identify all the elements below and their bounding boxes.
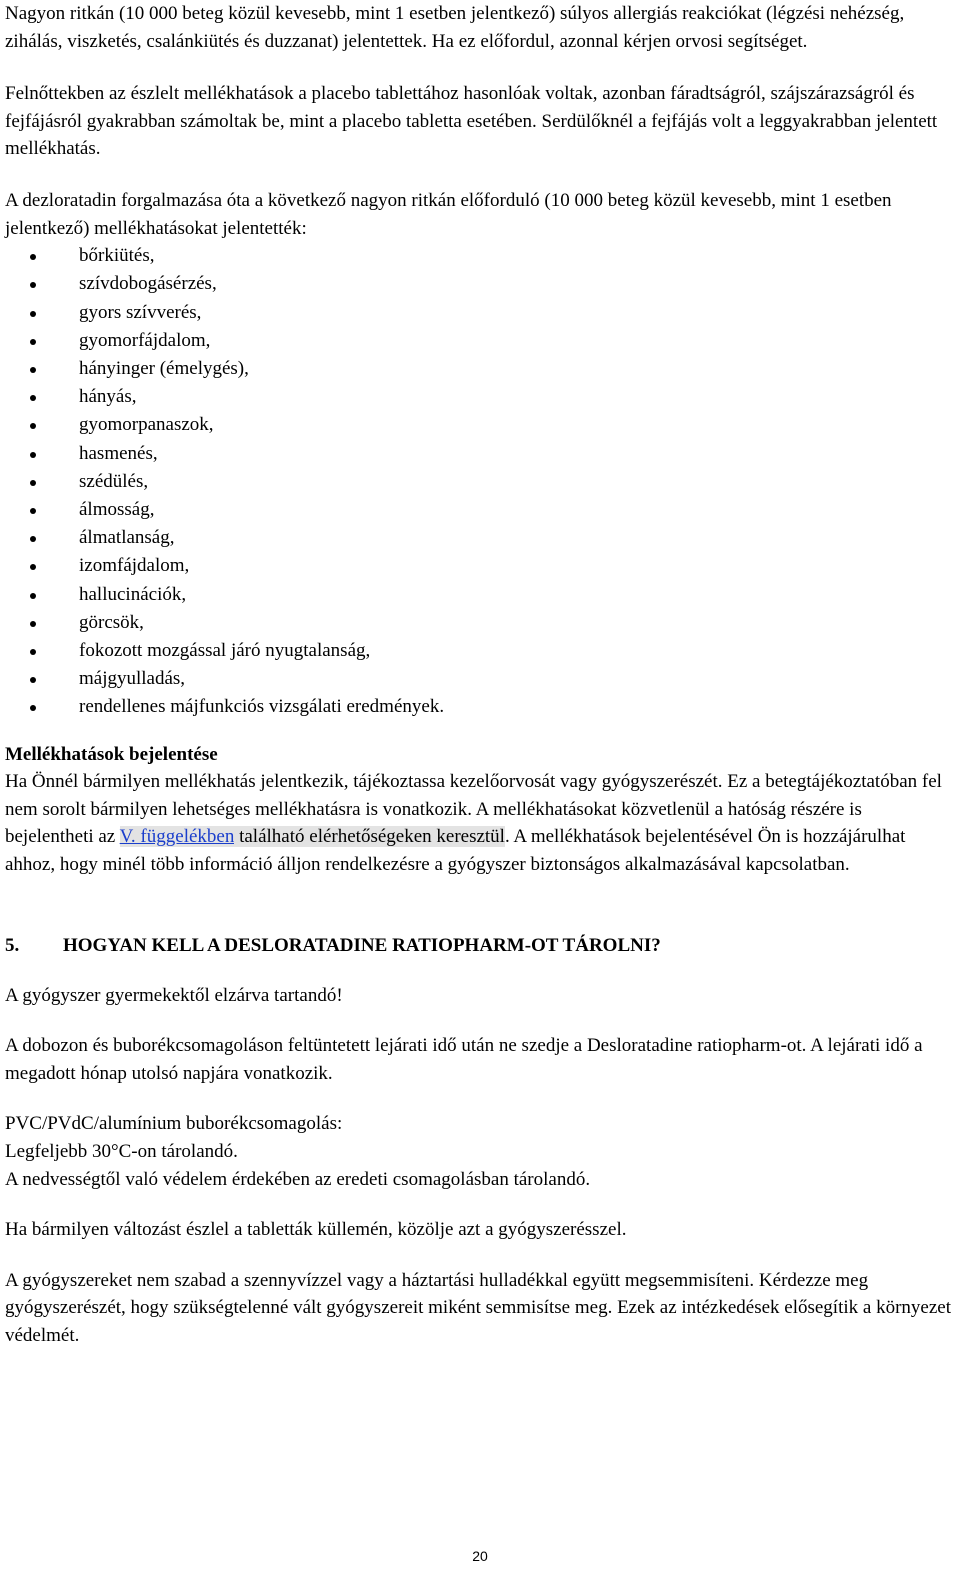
bullet-icon (30, 282, 36, 288)
side-effect-item (5, 299, 955, 327)
reporting-heading: Mellékhatások bejelentése (5, 743, 218, 765)
side-effect-item (5, 411, 955, 439)
side-effect-item (5, 242, 955, 270)
bullet-icon (30, 677, 36, 683)
side-effects-list (5, 242, 955, 721)
side-effect-item (5, 665, 955, 693)
side-effect-label: gyomorpanaszok, (79, 414, 214, 436)
reporting-text-end: . A mellékhatások bejelentésével Ön is hozzájárulhat ahhoz, hogy minél több információ álljon rendelkezésre a gyógyszer biztonságos alkalmazásával kapcsolatban. (5, 826, 906, 875)
side-effect-item (5, 693, 955, 721)
side-effect-item (5, 496, 955, 524)
allergy-paragraph: Nagyon ritkán (10 000 beteg közül kevesebb, mint 1 esetben jelentkező) súlyos allergiás reakciókat (légzési nehézség, zihálás, viszketés, csalánkiütés és duzzanat) jelentettek. Ha ez előfordul, azonnal kérjen orvosi segítséget. (5, 3, 905, 52)
blister-label: PVC/PVdC/alumínium buborékcsomagolás: (5, 1113, 343, 1135)
bullet-icon (30, 649, 36, 655)
section-5-heading (5, 932, 955, 959)
side-effect-item (5, 609, 955, 637)
bullet-icon (30, 395, 36, 401)
expiry-paragraph: A dobozon és buborékcsomagoláson feltüntetett lejárati idő után ne szedje a Desloratadine ratiopharm-ot. A lejárati idő a megadott hónap utolsó napjára vonatkozik. (5, 1035, 923, 1084)
annex-v-link[interactable]: V. függelékben (119, 826, 235, 848)
side-effect-label: álmosság, (79, 498, 155, 520)
reporting-text: Ha Önnél bármilyen mellékhatás jelentkezik, tájékoztassa kezelőorvosát vagy gyógyszerészét. Ez a betegtájékoztatóban fel nem sorolt bármilyen lehetséges mellékhatásra is vonatkozik. A mellékhatásokat közvetlenül a hatóság részére is bejelentheti az (5, 771, 942, 848)
bullet-icon (30, 254, 36, 260)
marketing-paragraph: A dezloratadin forgalmazása óta a következő nagyon ritkán előforduló (10 000 beteg közül kevesebb, mint 1 esetben jelentkező) mellékhatásokat jelentették: (5, 189, 892, 239)
side-effect-label: izomfájdalom, (79, 555, 190, 577)
reporting-paragraph (5, 768, 955, 878)
side-effect-item (5, 637, 955, 665)
section-title: HOGYAN KELL A DESLORATADINE RATIOPHARM-OT TÁROLNI? (63, 934, 661, 956)
side-effect-item (5, 383, 955, 411)
adults-paragraph: Felnőttekben az észlelt mellékhatások a placebo tablettához hasonlóak voltak, azonban fáradtságról, szájszárazságról és fejfájásról gyakrabban számoltak be, mint a placebo tabletta esetében. Serdülőknél a fejfájás volt a leggyakrabban jelentett mellékhatás. (5, 83, 938, 160)
side-effect-label: gyomorfájdalom, (79, 329, 211, 351)
side-effect-item (5, 552, 955, 580)
side-effect-label: szédülés, (79, 470, 149, 492)
disposal-paragraph: A gyógyszereket nem szabad a szennyvízzel vagy a háztartási hulladékkal együtt megsemmisíteni. Kérdezze meg gyógyszerészét, hogy szükségtelenné vált gyógyszereit miként semmisítse meg. Ezek az intézkedések elősegítik a környezet védelmét. (5, 1269, 951, 1346)
side-effect-label: fokozott mozgással járó nyugtalanság, (79, 640, 371, 661)
bullet-icon (30, 339, 36, 345)
side-effect-label: hallucinációk, (79, 583, 187, 605)
side-effect-item (5, 440, 955, 468)
moisture-note: A nedvességtől való védelem érdekében az eredeti csomagolásban tárolandó. (5, 1168, 591, 1190)
side-effect-label: bőrkiütés, (79, 245, 155, 267)
bullet-icon (30, 367, 36, 373)
bullet-icon (30, 593, 36, 599)
bullet-icon (30, 564, 36, 570)
side-effect-item (5, 327, 955, 355)
bullet-icon (30, 480, 36, 486)
side-effect-label: hányinger (émelygés), (79, 357, 249, 379)
side-effect-item (5, 270, 955, 298)
bullet-icon (30, 536, 36, 542)
document-page (5, 0, 955, 1350)
contacts-highlight: található elérhetőségeken keresztül (234, 826, 505, 848)
side-effect-label: hasmenés, (79, 442, 158, 464)
side-effect-label: szívdobogásérzés, (79, 273, 217, 295)
side-effect-item (5, 355, 955, 383)
bullet-icon (30, 452, 36, 458)
side-effect-label: álmatlanság, (79, 527, 175, 549)
side-effect-label: hányás, (79, 386, 137, 408)
page-number: 20 (472, 1548, 488, 1564)
bullet-icon (30, 311, 36, 317)
side-effect-item (5, 581, 955, 609)
side-effect-label: görcsök, (79, 611, 144, 633)
side-effect-label: gyors szívverés, (79, 301, 202, 323)
side-effect-label: rendellenes májfunkciós vizsgálati eredmények. (79, 696, 445, 718)
bullet-icon (30, 705, 36, 711)
bullet-icon (30, 508, 36, 514)
side-effect-item (5, 524, 955, 552)
side-effect-label: májgyulladás, (79, 668, 186, 690)
bullet-icon (30, 621, 36, 627)
bullet-icon (30, 423, 36, 429)
section-number: 5. (5, 934, 20, 956)
children-warning: A gyógyszer gyermekektől elzárva tartandó! (5, 984, 343, 1006)
appearance-paragraph: Ha bármilyen változást észlel a tabletták küllemén, közölje azt a gyógyszerésszel. (5, 1219, 627, 1241)
side-effect-item (5, 468, 955, 496)
temperature-note: Legfeljebb 30°C-on tárolandó. (5, 1140, 238, 1162)
